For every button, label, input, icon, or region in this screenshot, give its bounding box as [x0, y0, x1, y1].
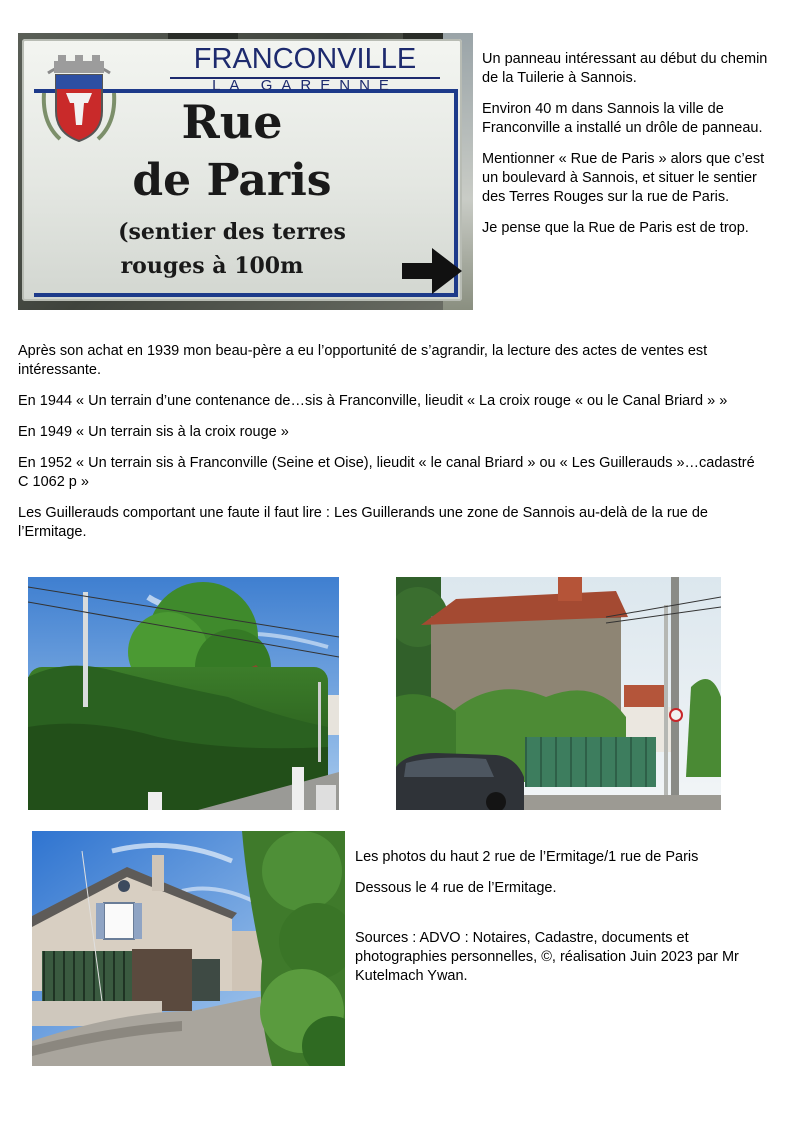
- photo-stone-house: [396, 577, 721, 810]
- intro-text-block: [482, 50, 777, 238]
- sign-street-name: de Paris: [132, 155, 332, 206]
- sources-note: Sources : ADVO : Notaires, Cadastre, documents et photographies personnelles, ©, réalisation Juin 2023 par Mr Kutelmach Ywan.: [355, 930, 739, 984]
- captions-block: [355, 848, 770, 986]
- photo-lane-ermitage: [32, 831, 345, 1066]
- photo-road-sign: [18, 33, 473, 310]
- sign-distance-line: rouges à 100m: [120, 253, 304, 279]
- intro-paragraph: Mentionner « Rue de Paris » alors que c’est un boulevard à Sannois, et situer le sentier des Terres Rouges sur la rue de Paris.: [482, 151, 765, 205]
- photo-caption: Dessous le 4 rue de l’Ermitage.: [355, 880, 557, 896]
- intro-paragraph: Je pense que la Rue de Paris est de trop.: [482, 220, 749, 236]
- body-paragraph: En 1952 « Un terrain sis à Franconville (Seine et Oise), lieudit « le canal Briard » ou « Les Guillerauds »…cadastré C 1062 p »: [18, 455, 755, 490]
- photo-caption: Les photos du haut 2 rue de l’Ermitage/1 rue de Paris: [355, 849, 699, 865]
- road-sign-board: [22, 39, 462, 301]
- sign-street-word: Rue: [181, 95, 283, 149]
- sign-town-name: FRANCONVILLE: [193, 43, 417, 75]
- body-paragraph: Après son achat en 1939 mon beau-père a eu l’opportunité de s’agrandir, la lecture des actes de ventes est intéressante.: [18, 343, 708, 378]
- body-paragraph: Les Guillerauds comportant une faute il faut lire : Les Guillerands une zone de Sannois au-delà de la rue de l’Ermitage.: [18, 505, 708, 540]
- photo-hedge-street: [28, 577, 339, 810]
- sign-town-subtitle: LA GARENNE: [212, 77, 398, 94]
- body-paragraph: En 1944 « Un terrain d’une contenance de…sis à Franconville, lieudit « La croix rouge « ou le Canal Briard » »: [18, 393, 728, 409]
- intro-paragraph: Un panneau intéressant au début du chemin de la Tuilerie à Sannois.: [482, 51, 768, 86]
- right-arrow-icon: [402, 246, 464, 296]
- body-text-block: [18, 342, 768, 542]
- body-paragraph: En 1949 « Un terrain sis à la croix rouge »: [18, 424, 289, 440]
- sign-footpath-line: (sentier des terres: [118, 219, 346, 245]
- intro-paragraph: Environ 40 m dans Sannois la ville de Franconville a installé un drôle de panneau.: [482, 101, 763, 136]
